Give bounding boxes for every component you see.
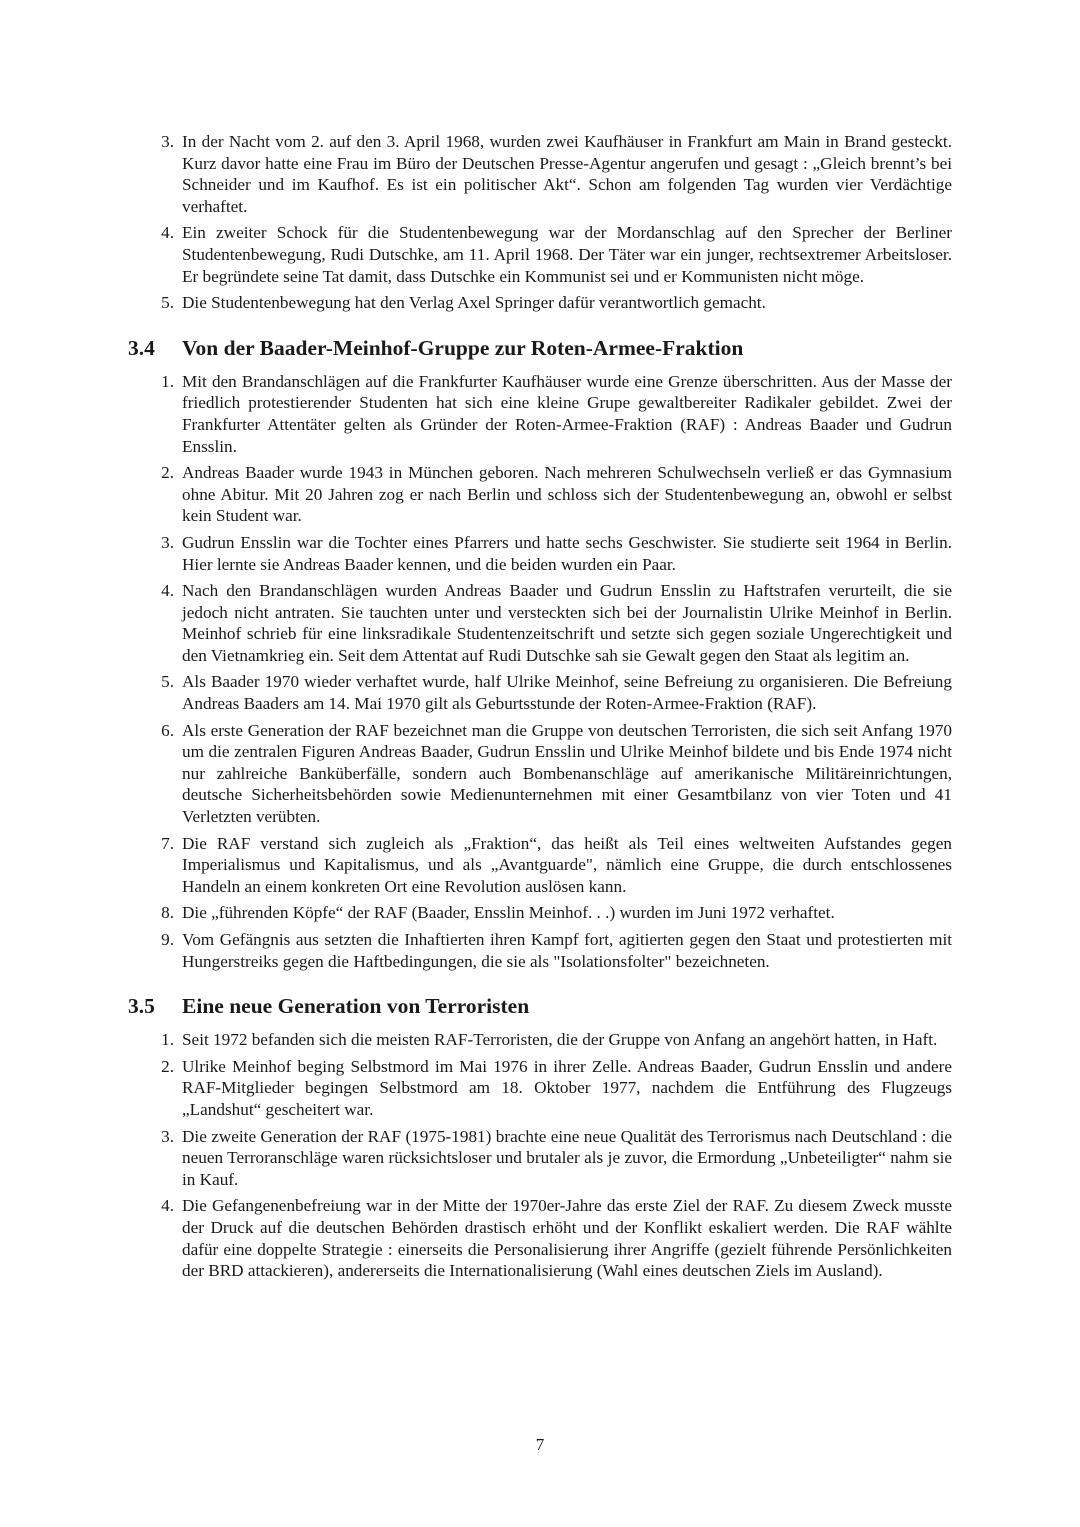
list-item <box>128 292 952 314</box>
list-item-number: 4. <box>161 1196 174 1216</box>
section-3-4-list <box>128 371 952 972</box>
list-item <box>128 1056 952 1121</box>
list-item-number: 2. <box>161 463 174 483</box>
list-item-text: Andreas Baader wurde 1943 in München geboren. Nach mehreren Schulwechseln verließ er das Gymnasium ohne Abitur. Mit 20 Jahren zog er nach Berlin und schloss sich der Studentenbewegung an, obwohl er selbst kein Student war. <box>182 463 952 526</box>
section-title: Eine neue Generation von Terroristen <box>182 994 530 1019</box>
list-item-number: 3. <box>161 132 174 151</box>
list-item <box>128 671 952 714</box>
list-item-number: 3. <box>161 1126 174 1146</box>
list-item-number: 7. <box>161 833 174 853</box>
list-item <box>128 462 952 527</box>
section-3-5-list <box>128 1029 952 1282</box>
list-item-text: Mit den Brandanschlägen auf die Frankfurter Kaufhäuser wurde eine Grenze überschritten. Aus der Masse der friedlich protestierender Studenten hat sich eine kleine Grupe gewaltbereiter Radikaler gebildet. Zwei der Frankfurter Attentäter gelten als Gründer der Roten-Armee-Fraktion (RAF) : Andreas Baader und Gudrun Ensslin. <box>182 371 952 456</box>
list-item-number: 1. <box>161 1030 174 1050</box>
list-item-text: Die „führenden Köpfe“ der RAF (Baader, Ensslin Meinhof. . .) wurden im Juni 1972 verhaftet. <box>182 903 835 923</box>
list-item <box>128 902 952 924</box>
list-item <box>128 1195 952 1281</box>
list-item-text: Die zweite Generation der RAF (1975-1981) brachte eine neue Qualität des Terrorismus nach Deutschland : die neuen Terroranschläge waren rücksichtsloser und brutaler als je zuvor, die Ermordung „Unbeteiligter“ nahm sie in Kauf. <box>182 1126 952 1189</box>
list-item-text: Vom Gefängnis aus setzten die Inhaftierten ihren Kampf fort, agitierten gegen den Staat und protestierten mit Hungerstreiks gegen die Haftbedingungen, die sie als "Isolationsfolter" bezeichneten. <box>182 930 952 971</box>
list-item-text: In der Nacht vom 2. auf den 3. April 1968, wurden zwei Kaufhäuser in Frankfurt am Main in Brand gesteckt. Kurz davor hatte eine Frau im Büro der Deutschen Presse-Agentur angerufen und gesagt : „Gleich brennt’s bei Schneider und im Kaufhof. Es ist ein politischer Akt“. Schon am folgenden Tag wurden vier Verdächtige verhaftet. <box>182 132 952 216</box>
list-item-number: 2. <box>161 1056 174 1076</box>
list-item-number: 1. <box>161 371 174 391</box>
list-item <box>128 222 952 287</box>
section-number: 3.5 <box>128 994 155 1019</box>
list-item-number: 5. <box>161 672 174 692</box>
list-item <box>128 833 952 898</box>
section-title: Von der Baader-Meinhof-Gruppe zur Roten-Armee-Fraktion <box>182 335 744 360</box>
list-item <box>128 1029 952 1051</box>
list-item-text: Die Gefangenenbefreiung war in der Mitte der 1970er-Jahre das erste Ziel der RAF. Zu diesem Zweck musste der Druck auf die deutschen Behörden drastisch erhöht und der Konflikt eskaliert werden. Die RAF wählte dafür eine doppelte Strategie : einerseits die Personalisierung ihrer Angriffe (gezielt führende Persönlichkeiten der BRD attackieren), andererseits die Internationalisierung (Wahl eines deutschen Ziels im Ausland). <box>182 1196 952 1281</box>
list-item-text: Die Studentenbewegung hat den Verlag Axel Springer dafür verantwortlich gemacht. <box>182 293 766 313</box>
list-item-text: Die RAF verstand sich zugleich als „Fraktion“, das heißt als Teil eines weltweiten Aufstandes gegen Imperialismus und Kapitalismus, und als „Avantguarde", nämlich eine Gruppe, die durch entschlossenes Handeln an einem konkreten Ort eine Revolution auslösen kann. <box>182 833 952 896</box>
section-heading-3-4 <box>128 336 952 361</box>
section-number: 3.4 <box>128 335 155 360</box>
list-item <box>128 720 952 828</box>
list-item <box>128 131 952 217</box>
list-item-text: Ein zweiter Schock für die Studentenbewegung war der Mordanschlag auf den Sprecher der Berliner Studentenbewegung, Rudi Dutschke, am 11. April 1968. Der Täter war ein junger, rechtsextremer Arbeitsloser. Er begründete seine Tat damit, dass Dutschke ein Kommunist sei und er Kommunisten nicht möge. <box>182 223 952 286</box>
list-item <box>128 580 952 666</box>
list-item <box>128 371 952 457</box>
list-item-number: 4. <box>161 223 174 243</box>
list-item-text: Als erste Generation der RAF bezeichnet man die Gruppe von deutschen Terroristen, die sich seit Anfang 1970 um die zentralen Figuren Andreas Baader, Gudrun Ensslin und Ulrike Meinhof bildete und bis Ende 1974 nicht nur zahlreiche Banküberfälle, sondern auch Bombenanschläge auf amerikanische Militäreinrichtungen, deutsche Sicherheitsbehörden sowie Medienunternehmen mit einer Gesamtbilanz von vier Toten und 41 Verletzten verübten. <box>182 720 952 827</box>
list-item-number: 4. <box>161 581 174 601</box>
list-item-number: 6. <box>161 720 174 740</box>
list-item-number: 8. <box>161 903 174 923</box>
list-item-text: Ulrike Meinhof beging Selbstmord im Mai 1976 in ihrer Zelle. Andreas Baader, Gudrun Ensslin und andere RAF-Mitglieder begingen Selbstmord am 18. Oktober 1977, nachdem die Entführung des Flugzeugs „Landshut“ gescheitert war. <box>182 1056 952 1119</box>
list-item-text: Nach den Brandanschlägen wurden Andreas Baader und Gudrun Ensslin zu Haftstrafen verurteilt, die sie jedoch nicht antraten. Sie tauchten unter und versteckten sich bei der Journalistin Ulrike Meinhof in Berlin. Meinhof schrieb für eine linksradikale Studentenzeitschrift und setzte sich gegen soziale Ungerechtigkeit und den Vietnamkrieg ein. Seit dem Attentat auf Rudi Dutschke sah sie Gewalt gegen den Staat als legitim an. <box>182 581 952 665</box>
list-item-text: Seit 1972 befanden sich die meisten RAF-Terroristen, die der Gruppe von Anfang an angehört hatten, in Haft. <box>182 1030 938 1050</box>
list-item <box>128 532 952 575</box>
list-item <box>128 1126 952 1191</box>
list-item-number: 3. <box>161 532 174 552</box>
page-number: 7 <box>535 1435 545 1454</box>
list-item-text: Gudrun Ensslin war die Tochter eines Pfarrers und hatte sechs Geschwister. Sie studierte seit 1964 in Berlin. Hier lernte sie Andreas Baader kennen, und die beiden wurden ein Paar. <box>182 532 952 574</box>
section-heading-3-5 <box>128 994 952 1019</box>
list-item <box>128 929 952 972</box>
list-item-number: 9. <box>161 930 174 949</box>
list-item-text: Als Baader 1970 wieder verhaftet wurde, half Ulrike Meinhof, seine Befreiung zu organisieren. Die Befreiung Andreas Baaders am 14. Mai 1970 gilt als Geburtsstunde der Roten-Armee-Fraktion (RAF). <box>182 672 952 714</box>
list-item-number: 5. <box>161 293 174 313</box>
intro-list <box>128 131 952 314</box>
